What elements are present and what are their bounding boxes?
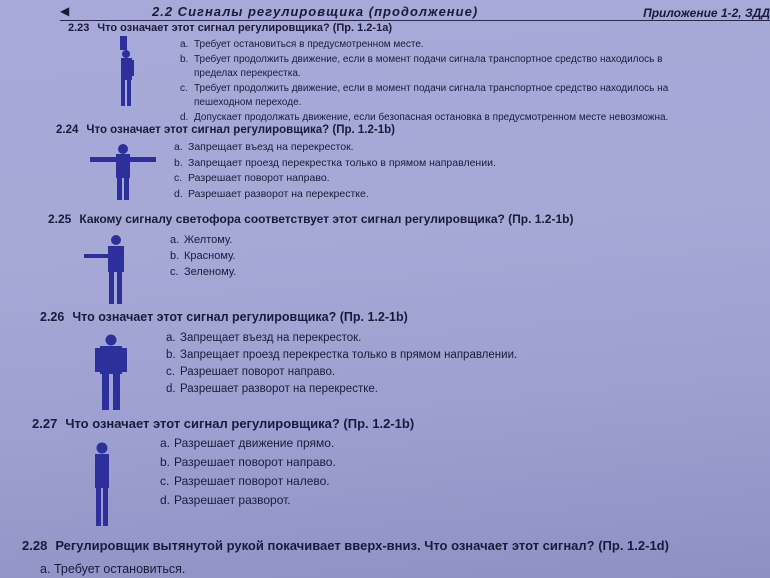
options-2-25 bbox=[170, 232, 236, 280]
question-2-28: 2.28 Регулировщик вытянутой рукой покачивает вверх-вниз. Что означает этот сигнал? (Пр. 1.2-1d) bbox=[22, 538, 669, 553]
option-a[interactable]: a. Запрещает въезд на перекресток. bbox=[174, 141, 354, 153]
question-2-23: 2.23 Что означает этот сигнал регулировщика? (Пр. 1.2-1а) bbox=[68, 22, 392, 34]
option-b[interactable]: b. Требует продолжить движение, если в момент подачи сигнала транспортное средство находилось в bbox=[180, 53, 663, 65]
question-2-26: 2.26 Что означает этот сигнал регулировщика? (Пр. 1.2-1b) bbox=[40, 310, 408, 324]
option-a[interactable]: a. Желтому. bbox=[170, 234, 233, 246]
traffic-officer-front-icon bbox=[94, 334, 128, 412]
question-2-24: 2.24 Что означает этот сигнал регулировщика? (Пр. 1.2-1b) bbox=[56, 124, 395, 136]
traffic-officer-arms-extended-icon bbox=[90, 142, 156, 202]
option-d[interactable]: d. Разрешает разворот на перекрестке. bbox=[174, 187, 369, 200]
option-d[interactable]: d. Допускает продолжать движение, если безопасная остановка в предусмотренном месте невозможна. bbox=[180, 111, 669, 123]
traffic-officer-arm-side-icon bbox=[84, 234, 134, 306]
option-a[interactable]: a. Требует остановиться. bbox=[40, 562, 186, 576]
traffic-officer-arm-raised-icon bbox=[108, 36, 144, 108]
option-c[interactable]: c. Требует продолжить движение, если в момент подачи сигнала транспортное средство находилось на bbox=[180, 82, 669, 94]
option-c-continued: пешеходном переходе. bbox=[194, 97, 302, 108]
section-title: 2.2 Сигналы регулировщика (продолжение) bbox=[152, 4, 479, 19]
option-d[interactable]: d. Разрешает разворот на перекрестке. bbox=[166, 383, 378, 395]
options-2-26 bbox=[166, 330, 517, 398]
option-d[interactable]: d. Разрешает разворот. bbox=[160, 493, 291, 507]
option-c[interactable]: c. Зеленому. bbox=[170, 266, 237, 278]
option-a[interactable]: a. Разрешает движение прямо. bbox=[160, 436, 335, 450]
option-c[interactable]: c. Разрешает поворот направо. bbox=[166, 366, 336, 378]
option-b-continued: пределах перекрестка. bbox=[194, 68, 301, 79]
option-b[interactable]: b. Разрешает поворот направо. bbox=[160, 455, 336, 469]
option-c[interactable]: c. Разрешает поворот направо. bbox=[174, 172, 330, 184]
question-2-27: 2.27 Что означает этот сигнал регулировщика? (Пр. 1.2-1b) bbox=[32, 416, 415, 431]
question-2-25: 2.25 Какому сигналу светофора соответствует этот сигнал регулировщика? (Пр. 1.2-1b) bbox=[48, 212, 574, 226]
option-b[interactable]: b. Красному. bbox=[170, 250, 236, 262]
options-2-28 bbox=[40, 560, 185, 578]
option-b[interactable]: b. Запрещает проезд перекрестка только в прямом направлении. bbox=[166, 349, 518, 361]
page-header bbox=[60, 4, 770, 21]
option-a[interactable]: a. Запрещает въезд на перекресток. bbox=[166, 332, 362, 344]
option-b[interactable]: b. Запрещает проезд перекрестка только в прямом направлении. bbox=[174, 156, 496, 169]
traffic-officer-profile-icon bbox=[90, 442, 114, 528]
option-c[interactable]: c. Разрешает поворот налево. bbox=[160, 474, 330, 488]
appendix-label: Приложение 1-2, ЗДД bbox=[643, 6, 770, 20]
triangle-marker-icon: ◀ bbox=[60, 4, 70, 18]
options-2-23 bbox=[180, 38, 668, 125]
option-a[interactable]: a. Требует остановиться в предусмотренном месте. bbox=[180, 39, 424, 50]
options-2-27 bbox=[160, 434, 336, 510]
options-2-24 bbox=[174, 140, 496, 202]
